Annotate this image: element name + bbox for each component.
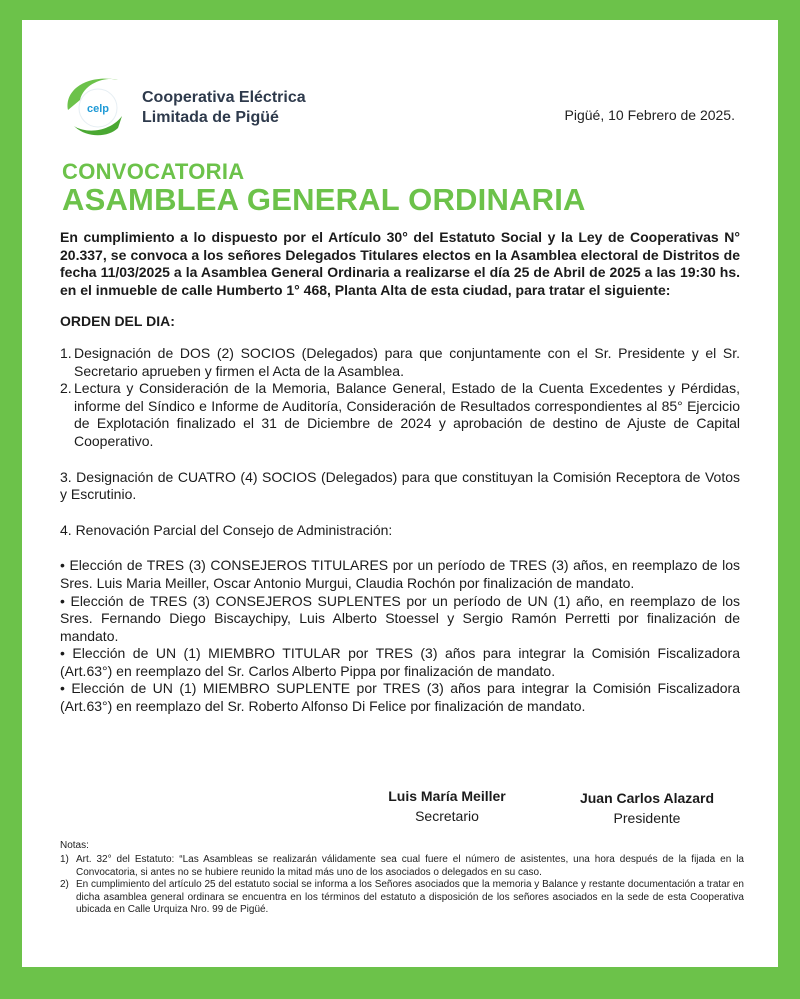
signature-presidente — [567, 788, 727, 828]
note-item — [60, 854, 744, 879]
note-item — [60, 879, 744, 916]
notes-title: Notas: — [60, 840, 89, 851]
orden-del-dia-title: ORDEN DEL DIA: — [60, 313, 175, 330]
agenda-item-3: 3. Designación de CUATRO (4) SOCIOS (Delegados) para que constituyan la Comisión Receptora de Votos y Escrutinio. — [60, 468, 740, 503]
note-text: Art. 32° del Estatuto: “Las Asambleas se realizarán válidamente sea cual fuere el número de asistentes, una hora después de la fijada en la Convocatoria, si antes no se hubiere reunido la mitad más uno de los asociados o delegados en su caso. — [76, 854, 744, 878]
signature-role: Presidente — [613, 810, 681, 826]
celp-logo — [60, 68, 132, 140]
signature-role: Secretario — [415, 808, 479, 824]
agenda-item-4: 4. Renovación Parcial del Consejo de Administración: — [60, 521, 393, 538]
header — [22, 20, 778, 130]
agenda-item-text: Lectura y Consideración de la Memoria, Balance General, Estado de la Cuenta Excedentes y Pérdidas, informe del Síndico e Informe de Auditoría, Consideración de Resultados correspondientes al 85° Ejercicio de Explotación finalizado el 31 de Diciembre de 2024 y aprobación de destino de Ajuste de Capital Cooperativo. — [74, 380, 740, 449]
signature-name: Luis María Meiller — [388, 788, 506, 804]
document-body — [60, 229, 740, 716]
title-convocatoria: CONVOCATORIA — [62, 159, 245, 184]
election-bullet: • Elección de UN (1) MIEMBRO TITULAR por TRES (3) años para integrar la Comisión Fiscalizadora (Art.63°) en reemplazo del Sr. Carlos Alberto Pippa por finalización de mandato. — [60, 645, 740, 679]
election-bullet: • Elección de UN (1) MIEMBRO SUPLENTE por TRES (3) años para integrar la Comisión Fiscalizadora (Art.63°) en reemplazo del Sr. Roberto Alfonso Di Felice por finalización de mandato. — [60, 680, 740, 715]
org-line-1: Cooperativa Eléctrica — [142, 89, 306, 106]
note-number: 2) — [60, 879, 69, 891]
note-number: 1) — [60, 854, 69, 866]
document-sheet — [22, 20, 778, 967]
agenda-item-2 — [60, 380, 740, 450]
org-line-2: Limitada de Pigüé — [142, 109, 279, 126]
logo-text: celp — [86, 103, 110, 115]
signature-secretario — [367, 786, 527, 826]
agenda-item-1 — [60, 345, 740, 380]
agenda-item-number: 1. — [60, 344, 72, 361]
notes-section — [60, 840, 744, 916]
title-asamblea: ASAMBLEA GENERAL ORDINARIA — [62, 182, 586, 217]
signature-name: Juan Carlos Alazard — [579, 790, 715, 806]
organization-name — [142, 88, 306, 128]
agenda-item-number: 2. — [60, 380, 72, 397]
agenda-item-text: Designación de DOS (2) SOCIOS (Delegados) para que conjuntamente con el Sr. Presidente y el Sr. Secretario aprueben y firmen el Acta de la Asamblea. — [74, 344, 740, 379]
election-bullet: • Elección de TRES (3) CONSEJEROS SUPLENTES por un período de UN (1) año, en reemplazo de los Sres. Fernando Diego Biscaychipy, Luis Alberto Stoessel y Sergio Ramón Perretti por finalización de mandato. — [60, 592, 740, 644]
document-date: Pigüé, 10 Febrero de 2025. — [564, 107, 735, 123]
note-text: En cumplimiento del artículo 25 del estatuto social se informa a los Señores asociados que la memoria y Balance y restante documentación a tratar en dicha asamblea general ordinara se encuentra en los términos del estatuto a disposición de los señores asociados en la sede de esta Cooperativa ubicada en Calle Urquiza Nro. 99 de Pigüé. — [76, 879, 744, 916]
election-bullet: • Elección de TRES (3) CONSEJEROS TITULARES por un período de TRES (3) años, en reemplazo de los Sres. Luis Maria Meiller, Oscar Antonio Murgui, Claudia Rochón por finalización de mandato. — [60, 557, 740, 591]
intro-paragraph: En cumplimiento a lo dispuesto por el Artículo 30° del Estatuto Social y la Ley de Cooperativas N° 20.337, se convoca a los señores Delegados Titulares electos en la Asamblea electoral de Distritos de fecha 11/03/2025 a la Asamblea General Ordinaria a realizarse el día 25 de Abril de 2025 a las 19:30 hs. en el inmueble de calle Humberto 1° 468, Planta Alta de esta ciudad, para tratar el siguiente: — [60, 229, 740, 298]
